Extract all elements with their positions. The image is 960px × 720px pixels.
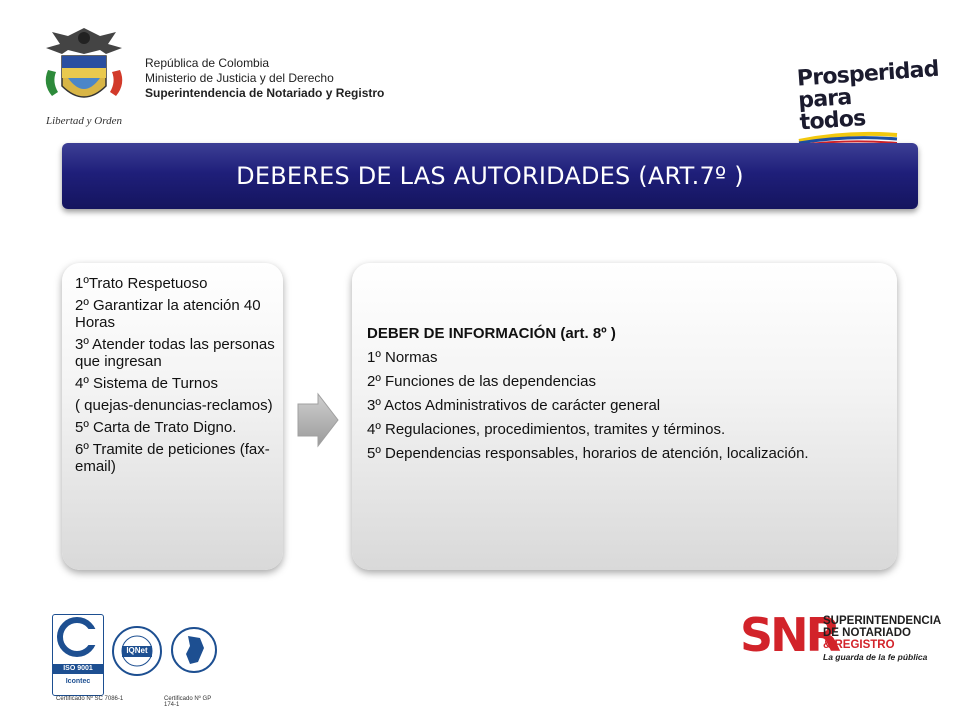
list-item: 1º Normas <box>367 349 438 366</box>
coat-of-arms-icon <box>38 24 130 116</box>
snr-tagline: La guarda de la fe pública <box>823 652 928 662</box>
snr-acronym: SNR <box>740 608 839 662</box>
prosperidad-line1: Prosperidad <box>796 56 940 92</box>
colombia-map-seal <box>170 626 218 684</box>
iso-label: ISO 9001 <box>53 664 103 674</box>
list-item: 1ºTrato Respetuoso <box>75 275 208 292</box>
certificate-number-2: Certificado Nº GP 174-1 <box>164 696 212 708</box>
certificate-number-1: Certificado Nº SC 7086-1 <box>56 696 124 702</box>
header-text <box>145 56 384 101</box>
list-item: ( quejas-denuncias-reclamos) <box>75 397 273 414</box>
icontec-icon <box>53 615 101 659</box>
snr-line1: SUPERINTENDENCIA <box>823 615 942 627</box>
colombia-map-icon <box>170 626 218 674</box>
list-item: 3º Actos Administrativos de carácter general <box>367 397 661 414</box>
icontec-iso-logo <box>52 614 104 696</box>
header-line-country: República de Colombia <box>145 56 270 70</box>
header-line-ministry: Ministerio de Justicia y del Derecho <box>145 71 334 85</box>
coat-of-arms-motto: Libertad y Orden <box>46 115 122 127</box>
iqnet-label: IQNet <box>126 646 148 655</box>
duties-list-card <box>62 263 283 570</box>
icontec-label: Icontec <box>65 678 91 685</box>
prosperidad-line2: para todos <box>797 84 867 136</box>
page-title: DEBERES DE LAS AUTORIDADES (ART.7º ) <box>236 162 744 190</box>
prosperidad-logo <box>796 56 940 150</box>
iqnet-logo <box>110 624 164 686</box>
list-item: 4º Sistema de Turnos <box>75 375 219 392</box>
list-item: 4º Regulaciones, procedimientos, tramites y términos. <box>367 421 726 438</box>
snr-line3: & REGISTRO <box>823 639 895 651</box>
list-item: 2º Garantizar la atención 40 Horas <box>75 297 261 331</box>
duties-list <box>62 263 283 475</box>
list-item: 6º Tramite de peticiones (fax-email) <box>75 441 270 475</box>
information-duty-title: DEBER DE INFORMACIÓN (art. 8º ) <box>367 325 616 342</box>
snr-logo-text <box>823 615 941 663</box>
list-item: 2º Funciones de las dependencias <box>367 373 596 390</box>
list-item: 3º Atender todas las personas que ingresan <box>75 336 275 370</box>
arrow-right-icon <box>296 392 340 448</box>
title-banner <box>62 143 918 209</box>
header-line-superintendencia: Superintendencia de Notariado y Registro <box>145 86 385 100</box>
coat-of-arms-logo <box>38 24 130 132</box>
list-item: 5º Carta de Trato Digno. <box>75 419 237 436</box>
certification-logos <box>52 614 220 706</box>
information-duty-card <box>352 263 897 570</box>
list-item: 5º Dependencias responsables, horarios de atención, localización. <box>367 445 809 462</box>
snr-line2: DE NOTARIADO <box>823 627 911 639</box>
information-duty-content <box>352 263 897 463</box>
